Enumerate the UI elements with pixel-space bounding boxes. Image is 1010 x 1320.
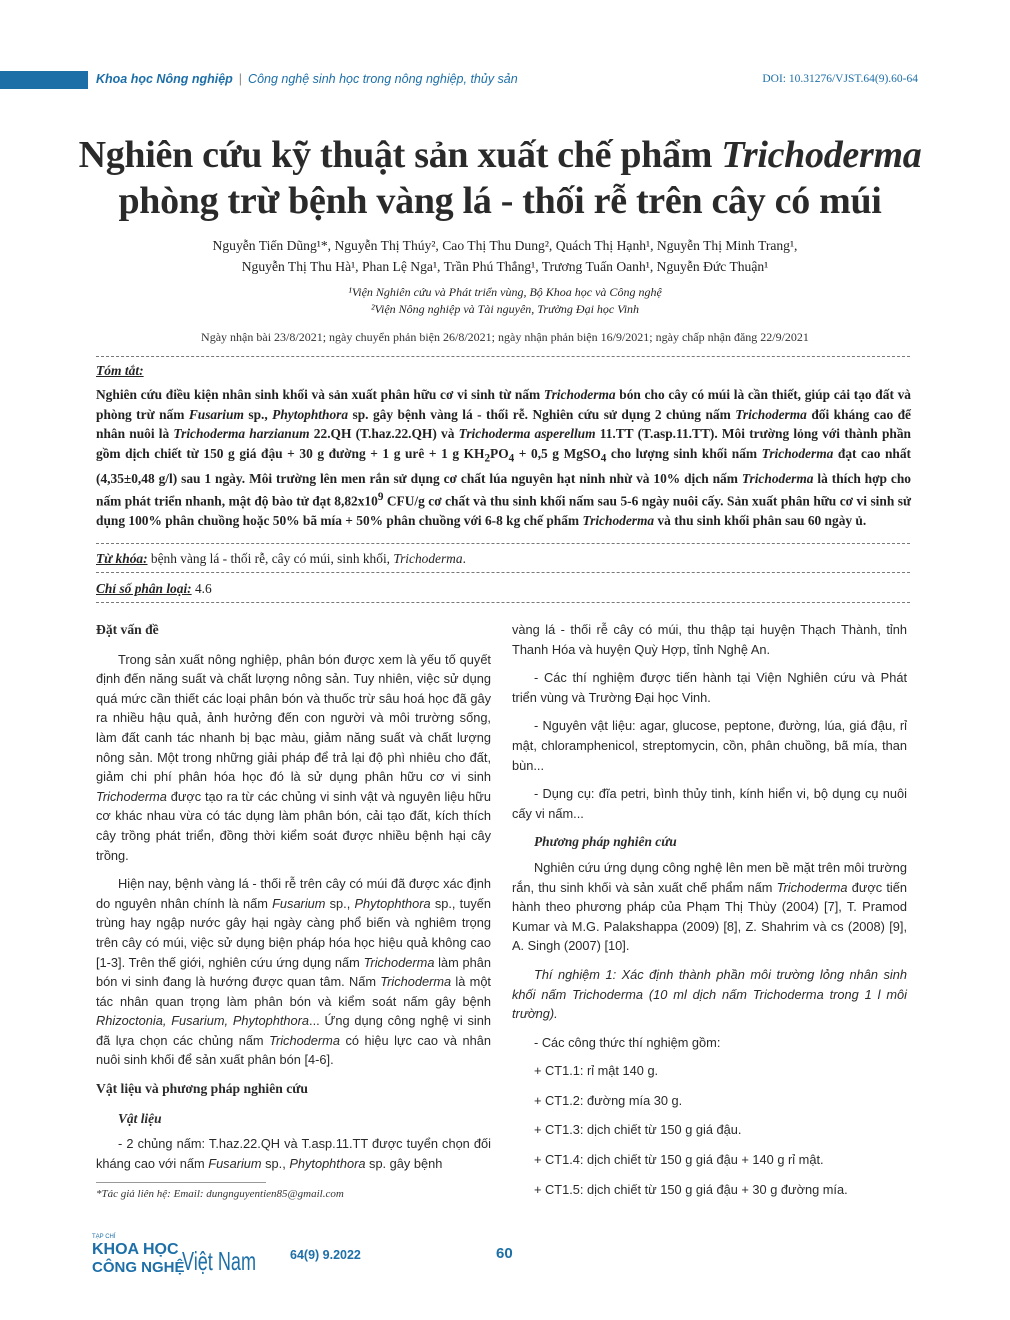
paragraph: Nghiên cứu ứng dụng công nghệ lên men bề mặt trên môi trường rắn, thu sinh khối và sản xuất chế phẩm nấm Trichoderma được tiến hành theo phương pháp của Phạm Thị Thùy (2004) [7], T. Pramod Kumar và M.G. Palakshappa (2009) [8], Z. Shahrim và cs (2008) [9], A. Singh (2007) [10]. [512, 859, 908, 954]
journal-section: Khoa học Nông nghiệp [96, 72, 233, 86]
list-item: + CT1.3: dịch chiết từ 150 g giá đậu. [534, 1122, 742, 1138]
paragraph: Trong sản xuất nông nghiệp, phân bón được xem là yếu tố quyết định đến năng suất và chất lượng nông sản. Tuy nhiên, việc sử dụng quá mức cần thiết các loại phân bón và thuốc trừ sâu hoá học đã gây ra nhiều hậu quả, ảnh hưởng đến con người và môi trường sống, làm đất canh tác nhanh bị bạc màu, giảm năng suất và chất lượng nông sản. Một trong những giải pháp để trả lại độ phì nhiêu cho đất, giảm chi phí phân hóa học đó là sử dụng phân hữu cơ vi sinh Trichoderma được tạo ra từ các chủng vi sinh vật và nguyên liệu hữu cơ khác nhau vừa có tác dụng làm phân bón, cải tạo đất, kích thích cây trồng phát triển, đồng thời kiểm soát được nhiều bệnh hại cây trồng. [96, 651, 491, 863]
paragraph: - 2 chủng nấm: T.haz.22.QH và T.asp.11.TT được tuyển chọn đối kháng cao với nấm Fusarium sp., Phytophthora sp. gây bệnh [96, 1136, 491, 1171]
divider [96, 543, 910, 544]
paper-title: Nghiên cứu kỹ thuật sản xuất chế phẩm Trichoderma phòng trừ bệnh vàng lá - thối rễ trên cây có múi [78, 134, 922, 222]
submission-dates: Ngày nhận bài 23/8/2021; ngày chuyển phản biện 26/8/2021; ngày nhận phản biện 16/9/2021; ngày chấp nhận đăng 22/9/2021 [201, 330, 809, 344]
running-header: Khoa học Nông nghiệp | Công nghệ sinh học trong nông nghiệp, thủy sản [96, 72, 518, 86]
logo-top: TẠP CHÍ [92, 1234, 116, 1240]
doi[interactable]: DOI: 10.31276/VJST.64(9).60-64 [762, 73, 918, 85]
subsection-heading: Phương pháp nghiên cứu [534, 834, 677, 850]
logo-line1: KHOA HỌC [92, 1241, 179, 1258]
paragraph: Hiện nay, bệnh vàng lá - thối rễ trên cây có múi đã được xác định do nguyên nhân chính là nấm Fusarium sp., Phytophthora sp., tuyến trùng hay ngập nước gây hại ngày càng phổ biến và nghiêm trọng trên cây có múi, việc sử dụng biện pháp hóa học hiệu quả không cao [1-3]. Trên thế giới, nghiên cứu ứng dụng nấm Trichoderma làm phân bón vi sinh đang là hướng được quan tâm. Nấm Trichoderma là một tác nhân quan trọng làm phân bón và kiểm soát nấm gây bệnh Rhizoctonia, Fusarium, Phytophthora... Ứng dụng công nghệ vi sinh đã lựa chọn các chủng nấm Trichoderma có hiệu lực cao và nhân nuôi sinh khối để sản xuất phân bón [4-6]. [96, 876, 492, 1068]
footnote-rule [96, 1182, 266, 1183]
affiliations: ¹Viện Nghiên cứu và Phát triển vùng, Bộ Khoa học và Công nghệ ²Viện Nông nghiệp và Tài nguyên, Trường Đại học Vinh [348, 285, 662, 316]
list-item: + CT1.4: dịch chiết từ 150 g giá đậu + 140 g rỉ mật. [534, 1152, 824, 1168]
paragraph: - Các thí nghiệm được tiến hành tại Viện Nghiên cứu và Phát triển vùng và Trường Đại học Vinh. [512, 670, 907, 705]
section-heading: Đặt vấn đề [96, 622, 159, 637]
journal-subsection: Công nghệ sinh học trong nông nghiệp, thủy sản [248, 72, 518, 86]
list-item: + CT1.2: đường mía 30 g. [534, 1092, 683, 1108]
page-number: 60 [496, 1245, 513, 1262]
header-accent-bar [0, 71, 88, 89]
paragraph: - Các công thức thí nghiệm gồm: [534, 1034, 721, 1050]
journal-logo [90, 1230, 260, 1280]
left-column [96, 620, 491, 1173]
divider [96, 602, 910, 603]
logo-country: Việt Nam [182, 1246, 256, 1276]
abstract-label: Tóm tắt: [96, 363, 144, 378]
abstract-text: Nghiên cứu điều kiện nhân sinh khối và sản xuất phân hữu cơ vi sinh từ nấm Trichoderma bón cho cây có múi là cần thiết, giúp cải tạo đất và phòng trừ nấm Fusarium sp., Phytophthora sp. gây bệnh vàng lá - thối rễ. Nghiên cứu sử dụng 2 chủng nấm Trichoderma đối kháng cao để nhân nuôi là Trichoderma harzianum 22.QH (T.haz.22.QH) và Trichoderma asperellum 11.TT (T.asp.11.TT). Môi trường lỏng với thành phần gồm dịch chiết từ 150 g giá đậu + 30 g đường + 1 g urê + 1 g $KH_2PO_4 + 0,5$ g MgSO$_4$ cho lượng sinh khối nấm Trichoderma đạt cao nhất (4,35±0,48 g/l) sau 1 ngày. Môi trường lên men rắn sử dụng cơ chất lúa nguyên hạt ninh nhừ và 10% dịch nấm Trichoderma là thích hợp cho nấm phát triển nhanh, mật độ bào tử đạt $8,82x10^9$ CFU/g cơ chất và thu sinh khối nấm sau 5-6 ngày nuôi cấy. Sản xuất phân hữu cơ vi sinh sử dụng 100% phân chuồng hoặc 50% bã mía + 50% phân chuồng với 6-8 kg chế phẩm Trichoderma và thu sinh khối phân sau 60 ngày ủ. [96, 387, 912, 529]
list-item: + CT1.1: rỉ mật 140 g. [534, 1063, 659, 1079]
experiment-heading: Thí nghiệm 1: Xác định thành phần môi trường lỏng nhân sinh khối nấm Trichoderma (10 ml dịch nấm Trichoderma trong 1 l môi trường). [512, 966, 907, 1022]
list-item: + CT1.5: dịch chiết từ 150 g giá đậu + 30 g đường mía. [534, 1181, 848, 1197]
paragraph: - Dụng cụ: đĩa petri, bình thủy tinh, kính hiển vi, bộ dụng cụ nuôi cấy vi nấm... [512, 786, 907, 821]
section-heading: Vật liệu và phương pháp nghiên cứu [96, 1081, 308, 1097]
corresponding-author: *Tác giả liên hệ: Email: dungnguyentien85@gmail.com [96, 1188, 344, 1200]
divider [96, 572, 910, 573]
paragraph: - Nguyên vật liệu: agar, glucose, peptone, đường, lúa, giá đậu, rỉ mật, chloramphenicol, streptomycin, cồn, phân chuồng, bã mía, than bùn... [512, 718, 907, 773]
issue-info: 64(9) 9.2022 [290, 1248, 361, 1262]
right-column [512, 620, 907, 1209]
keywords: Từ khóa: bệnh vàng lá - thối rễ, cây có múi, sinh khối, Trichoderma. [96, 551, 466, 566]
divider [96, 356, 910, 357]
paragraph: vàng lá - thối rễ cây có múi, thu thập tại huyện Thạch Thành, tỉnh Thanh Hóa và huyện Quỳ Hợp, tỉnh Nghệ An. [512, 622, 907, 657]
author-list: Nguyễn Tiến Dũng¹*, Nguyễn Thị Thúy², Cao Thị Thu Dung², Quách Thị Hạnh¹, Nguyễn Thị Minh Trang¹, Nguyễn Thị Thu Hà¹, Phan Lệ Nga¹, Trần Phú Thắng¹, Trương Tuấn Oanh¹, Nguyễn Đức Thuận¹ [212, 238, 798, 274]
logo-line2: CÔNG NGHỆ [92, 1259, 185, 1276]
classification-index: Chỉ số phân loại: 4.6 [96, 581, 212, 596]
subsection-heading: Vật liệu [118, 1110, 162, 1126]
